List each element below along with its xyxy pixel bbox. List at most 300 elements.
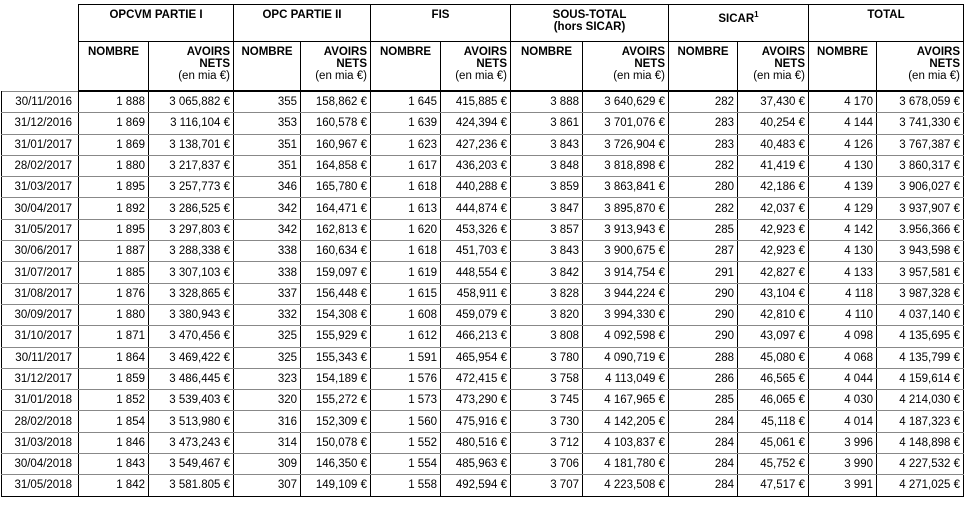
cell-total-nombre: 3 996	[809, 432, 877, 453]
cell-sicar-avoirs: 40,483 €	[738, 134, 809, 155]
cell-total-nombre: 4 126	[809, 134, 877, 155]
cell-sicar-avoirs: 45,752 €	[738, 454, 809, 475]
table-row	[2, 241, 964, 262]
cell-sicar-nombre: 284	[669, 411, 738, 432]
group-header-opcvm	[79, 5, 234, 42]
cell-date: 31/10/2017	[2, 326, 79, 347]
cell-fis-avoirs: 475,916 €	[441, 411, 511, 432]
cell-opcvm-nombre: 1 895	[79, 219, 149, 240]
cell-fis-nombre: 1 639	[371, 113, 441, 134]
cell-opc-avoirs: 160,578 €	[301, 113, 371, 134]
cell-subtotal-avoirs: 4 113,049 €	[583, 368, 669, 389]
cell-sicar-nombre: 283	[669, 113, 738, 134]
subheader-nombre: NOMBRE	[371, 42, 441, 92]
cell-opc-nombre: 332	[234, 304, 301, 325]
cell-total-nombre: 4 144	[809, 113, 877, 134]
cell-opc-nombre: 353	[234, 113, 301, 134]
table-row	[2, 454, 964, 475]
cell-total-nombre: 4 133	[809, 262, 877, 283]
cell-total-avoirs: 4 135,695 €	[877, 326, 964, 347]
cell-total-nombre: 4 139	[809, 177, 877, 198]
cell-total-nombre: 4 130	[809, 155, 877, 176]
cell-opcvm-nombre: 1 852	[79, 390, 149, 411]
cell-opc-nombre: 309	[234, 454, 301, 475]
cell-total-nombre: 3 991	[809, 475, 877, 496]
subheader-nombre: NOMBRE	[669, 42, 738, 92]
cell-opcvm-avoirs: 3 116,104 €	[149, 113, 234, 134]
cell-fis-nombre: 1 608	[371, 304, 441, 325]
cell-opc-avoirs: 160,967 €	[301, 134, 371, 155]
cell-opc-avoirs: 150,078 €	[301, 432, 371, 453]
cell-fis-nombre: 1 623	[371, 134, 441, 155]
table-row	[2, 432, 964, 453]
cell-opcvm-nombre: 1 869	[79, 113, 149, 134]
cell-subtotal-nombre: 3 843	[511, 241, 583, 262]
cell-subtotal-nombre: 3 861	[511, 113, 583, 134]
cell-total-avoirs: 3 957,581 €	[877, 262, 964, 283]
cell-fis-avoirs: 459,079 €	[441, 304, 511, 325]
cell-sicar-nombre: 283	[669, 134, 738, 155]
cell-sicar-nombre: 285	[669, 390, 738, 411]
cell-opc-nombre: 351	[234, 134, 301, 155]
group-header-total	[809, 5, 964, 42]
cell-opc-nombre: 342	[234, 219, 301, 240]
group-header-row	[2, 5, 964, 42]
cell-total-avoirs: 4 227,532 €	[877, 454, 964, 475]
fund-statistics-table	[1, 4, 964, 497]
cell-sicar-nombre: 287	[669, 241, 738, 262]
subheader-line: (en mia €)	[315, 70, 367, 82]
cell-opcvm-avoirs: 3 328,865 €	[149, 283, 234, 304]
cell-subtotal-nombre: 3 712	[511, 432, 583, 453]
subheader-line: NETS	[634, 58, 665, 70]
cell-fis-avoirs: 424,394 €	[441, 113, 511, 134]
cell-fis-avoirs: 451,703 €	[441, 241, 511, 262]
cell-opc-avoirs: 165,780 €	[301, 177, 371, 198]
cell-sicar-avoirs: 42,810 €	[738, 304, 809, 325]
cell-opcvm-avoirs: 3 297,803 €	[149, 219, 234, 240]
cell-sicar-avoirs: 45,118 €	[738, 411, 809, 432]
cell-opcvm-nombre: 1 895	[79, 177, 149, 198]
subheader-line: (en mia €)	[753, 70, 805, 82]
cell-opc-nombre: 351	[234, 155, 301, 176]
cell-date: 31/05/2018	[2, 475, 79, 496]
cell-sicar-avoirs: 42,186 €	[738, 177, 809, 198]
group-header-opc	[234, 5, 371, 42]
cell-sicar-avoirs: 41,419 €	[738, 155, 809, 176]
cell-fis-avoirs: 465,954 €	[441, 347, 511, 368]
cell-date: 28/02/2017	[2, 155, 79, 176]
cell-fis-nombre: 1 560	[371, 411, 441, 432]
cell-subtotal-avoirs: 3 914,754 €	[583, 262, 669, 283]
cell-opcvm-nombre: 1 880	[79, 304, 149, 325]
cell-fis-nombre: 1 619	[371, 262, 441, 283]
table-row	[2, 475, 964, 496]
cell-fis-avoirs: 427,236 €	[441, 134, 511, 155]
cell-sicar-nombre: 285	[669, 219, 738, 240]
cell-fis-avoirs: 458,911 €	[441, 283, 511, 304]
cell-date: 31/08/2017	[2, 283, 79, 304]
group-sublabel: (hors SICAR)	[553, 21, 626, 33]
cell-subtotal-avoirs: 4 142,205 €	[583, 411, 669, 432]
table-row	[2, 155, 964, 176]
cell-sicar-nombre: 290	[669, 326, 738, 347]
cell-subtotal-avoirs: 4 181,780 €	[583, 454, 669, 475]
cell-subtotal-avoirs: 3 726,904 €	[583, 134, 669, 155]
cell-sicar-avoirs: 37,430 €	[738, 91, 809, 113]
cell-date: 30/11/2017	[2, 347, 79, 368]
cell-opcvm-nombre: 1 864	[79, 347, 149, 368]
subheader-nombre: NOMBRE	[809, 42, 877, 92]
table-row	[2, 347, 964, 368]
cell-opcvm-nombre: 1 880	[79, 155, 149, 176]
cell-opc-avoirs: 164,471 €	[301, 198, 371, 219]
cell-total-nombre: 4 098	[809, 326, 877, 347]
cell-opcvm-avoirs: 3 286,525 €	[149, 198, 234, 219]
subheader-line: AVOIRS	[761, 46, 805, 58]
cell-total-nombre: 4 170	[809, 91, 877, 113]
table-row	[2, 411, 964, 432]
cell-sicar-nombre: 290	[669, 304, 738, 325]
cell-date: 30/04/2018	[2, 454, 79, 475]
cell-fis-nombre: 1 645	[371, 91, 441, 113]
cell-total-nombre: 3 990	[809, 454, 877, 475]
subheader-line: AVOIRS	[916, 46, 960, 58]
cell-opcvm-avoirs: 3 549,467 €	[149, 454, 234, 475]
cell-fis-avoirs: 453,326 €	[441, 219, 511, 240]
cell-sicar-nombre: 291	[669, 262, 738, 283]
cell-opcvm-avoirs: 3 581.805 €	[149, 475, 234, 496]
cell-opc-avoirs: 158,862 €	[301, 91, 371, 113]
cell-opc-avoirs: 152,309 €	[301, 411, 371, 432]
cell-opcvm-nombre: 1 854	[79, 411, 149, 432]
cell-opc-nombre: 325	[234, 326, 301, 347]
cell-subtotal-nombre: 3 820	[511, 304, 583, 325]
cell-fis-nombre: 1 613	[371, 198, 441, 219]
cell-opc-nombre: 342	[234, 198, 301, 219]
table-row	[2, 134, 964, 155]
cell-opcvm-nombre: 1 846	[79, 432, 149, 453]
cell-subtotal-avoirs: 3 994,330 €	[583, 304, 669, 325]
cell-total-avoirs: 4 159,614 €	[877, 368, 964, 389]
cell-subtotal-nombre: 3 888	[511, 91, 583, 113]
subheader-line: (en mia €)	[908, 70, 960, 82]
cell-opcvm-nombre: 1 842	[79, 475, 149, 496]
cell-total-avoirs: 3 767,387 €	[877, 134, 964, 155]
cell-sicar-avoirs: 42,923 €	[738, 219, 809, 240]
cell-subtotal-nombre: 3 707	[511, 475, 583, 496]
cell-fis-nombre: 1 591	[371, 347, 441, 368]
cell-subtotal-avoirs: 3 913,943 €	[583, 219, 669, 240]
cell-opc-nombre: 307	[234, 475, 301, 496]
subheader-line: NETS	[336, 58, 367, 70]
cell-fis-nombre: 1 617	[371, 155, 441, 176]
cell-subtotal-avoirs: 3 701,076 €	[583, 113, 669, 134]
cell-subtotal-avoirs: 4 103,837 €	[583, 432, 669, 453]
cell-total-avoirs: 4 037,140 €	[877, 304, 964, 325]
cell-date: 31/12/2016	[2, 113, 79, 134]
cell-subtotal-avoirs: 3 863,841 €	[583, 177, 669, 198]
subheader-line: AVOIRS	[621, 46, 665, 58]
cell-total-avoirs: 3 906,027 €	[877, 177, 964, 198]
cell-opcvm-nombre: 1 892	[79, 198, 149, 219]
subheader-avoirs-nets	[441, 42, 511, 92]
cell-opc-avoirs: 146,350 €	[301, 454, 371, 475]
cell-date: 30/11/2016	[2, 91, 79, 113]
cell-date: 31/12/2017	[2, 368, 79, 389]
cell-opc-nombre: 337	[234, 283, 301, 304]
cell-fis-avoirs: 448,554 €	[441, 262, 511, 283]
cell-subtotal-nombre: 3 843	[511, 134, 583, 155]
cell-opc-nombre: 325	[234, 347, 301, 368]
subheader-nombre: NOMBRE	[234, 42, 301, 92]
cell-subtotal-nombre: 3 857	[511, 219, 583, 240]
subheader-line: (en mia €)	[178, 70, 230, 82]
subheader-line: (en mia €)	[613, 70, 665, 82]
subheader-line: NETS	[476, 58, 507, 70]
cell-opc-nombre: 323	[234, 368, 301, 389]
sub-header-row	[2, 42, 964, 92]
cell-fis-avoirs: 436,203 €	[441, 155, 511, 176]
cell-opcvm-nombre: 1 888	[79, 91, 149, 113]
table-row	[2, 113, 964, 134]
cell-total-avoirs: 3 860,317 €	[877, 155, 964, 176]
cell-sicar-nombre: 282	[669, 91, 738, 113]
cell-subtotal-nombre: 3 859	[511, 177, 583, 198]
subheader-avoirs-nets	[583, 42, 669, 92]
cell-fis-avoirs: 472,415 €	[441, 368, 511, 389]
table-row	[2, 91, 964, 113]
cell-sicar-nombre: 284	[669, 475, 738, 496]
cell-subtotal-nombre: 3 780	[511, 347, 583, 368]
cell-opcvm-avoirs: 3 065,882 €	[149, 91, 234, 113]
subheader-line: NETS	[774, 58, 805, 70]
cell-opc-avoirs: 149,109 €	[301, 475, 371, 496]
cell-subtotal-avoirs: 3 900,675 €	[583, 241, 669, 262]
cell-date: 31/05/2017	[2, 219, 79, 240]
cell-total-nombre: 4 014	[809, 411, 877, 432]
group-header-subtotal	[511, 5, 669, 42]
group-label: SOUS-TOTAL	[552, 9, 627, 21]
table-body	[2, 91, 964, 496]
cell-opc-avoirs: 155,343 €	[301, 347, 371, 368]
cell-total-avoirs: 3 987,328 €	[877, 283, 964, 304]
table-row	[2, 304, 964, 325]
subheader-line: (en mia €)	[455, 70, 507, 82]
cell-subtotal-nombre: 3 848	[511, 155, 583, 176]
cell-subtotal-avoirs: 4 167,965 €	[583, 390, 669, 411]
cell-opc-avoirs: 156,448 €	[301, 283, 371, 304]
group-label: OPCVM PARTIE I	[109, 9, 203, 21]
subheader-avoirs-nets	[738, 42, 809, 92]
cell-opc-nombre: 320	[234, 390, 301, 411]
cell-opc-nombre: 355	[234, 91, 301, 113]
cell-opcvm-nombre: 1 869	[79, 134, 149, 155]
cell-fis-nombre: 1 558	[371, 475, 441, 496]
cell-subtotal-nombre: 3 758	[511, 368, 583, 389]
cell-sicar-avoirs: 43,104 €	[738, 283, 809, 304]
cell-date: 31/01/2018	[2, 390, 79, 411]
cell-sicar-avoirs: 42,037 €	[738, 198, 809, 219]
cell-fis-nombre: 1 573	[371, 390, 441, 411]
group-label: FIS	[431, 9, 450, 21]
table-row	[2, 219, 964, 240]
cell-opc-nombre: 316	[234, 411, 301, 432]
cell-fis-nombre: 1 612	[371, 326, 441, 347]
cell-total-nombre: 4 110	[809, 304, 877, 325]
cell-opcvm-nombre: 1 871	[79, 326, 149, 347]
cell-subtotal-nombre: 3 828	[511, 283, 583, 304]
cell-total-avoirs: 3 943,598 €	[877, 241, 964, 262]
cell-date: 30/09/2017	[2, 304, 79, 325]
cell-sicar-avoirs: 42,923 €	[738, 241, 809, 262]
cell-sicar-nombre: 284	[669, 454, 738, 475]
cell-sicar-avoirs: 47,517 €	[738, 475, 809, 496]
cell-opc-nombre: 314	[234, 432, 301, 453]
cell-fis-avoirs: 440,288 €	[441, 177, 511, 198]
cell-opc-avoirs: 162,813 €	[301, 219, 371, 240]
cell-fis-nombre: 1 554	[371, 454, 441, 475]
cell-sicar-nombre: 282	[669, 155, 738, 176]
cell-opc-avoirs: 164,858 €	[301, 155, 371, 176]
cell-sicar-nombre: 288	[669, 347, 738, 368]
date-header-blank	[2, 5, 79, 92]
cell-opcvm-nombre: 1 843	[79, 454, 149, 475]
cell-total-avoirs: 3.956,366 €	[877, 219, 964, 240]
table-row	[2, 177, 964, 198]
cell-sicar-avoirs: 46,565 €	[738, 368, 809, 389]
cell-opc-nombre: 346	[234, 177, 301, 198]
cell-opcvm-avoirs: 3 470,456 €	[149, 326, 234, 347]
subheader-avoirs-nets	[301, 42, 371, 92]
cell-fis-nombre: 1 552	[371, 432, 441, 453]
subheader-line: AVOIRS	[323, 46, 367, 58]
cell-total-nombre: 4 068	[809, 347, 877, 368]
subheader-avoirs-nets	[877, 42, 964, 92]
table-row	[2, 198, 964, 219]
cell-opcvm-avoirs: 3 473,243 €	[149, 432, 234, 453]
cell-total-nombre: 4 044	[809, 368, 877, 389]
table-row	[2, 283, 964, 304]
subheader-line: AVOIRS	[463, 46, 507, 58]
cell-subtotal-nombre: 3 745	[511, 390, 583, 411]
cell-sicar-nombre: 290	[669, 283, 738, 304]
subheader-nombre: NOMBRE	[79, 42, 149, 92]
cell-total-nombre: 4 129	[809, 198, 877, 219]
cell-subtotal-nombre: 3 842	[511, 262, 583, 283]
cell-subtotal-avoirs: 3 818,898 €	[583, 155, 669, 176]
cell-fis-nombre: 1 618	[371, 177, 441, 198]
subheader-line: AVOIRS	[186, 46, 230, 58]
cell-opcvm-avoirs: 3 513,980 €	[149, 411, 234, 432]
table-row	[2, 262, 964, 283]
cell-fis-nombre: 1 618	[371, 241, 441, 262]
cell-subtotal-nombre: 3 730	[511, 411, 583, 432]
table-row	[2, 390, 964, 411]
group-header-fis	[371, 5, 511, 42]
cell-fis-nombre: 1 576	[371, 368, 441, 389]
subheader-line: NETS	[929, 58, 960, 70]
subheader-avoirs-nets	[149, 42, 234, 92]
cell-total-avoirs: 3 678,059 €	[877, 91, 964, 113]
cell-total-avoirs: 4 214,030 €	[877, 390, 964, 411]
cell-total-nombre: 4 142	[809, 219, 877, 240]
cell-total-nombre: 4 118	[809, 283, 877, 304]
cell-subtotal-nombre: 3 808	[511, 326, 583, 347]
cell-fis-avoirs: 492,594 €	[441, 475, 511, 496]
cell-subtotal-avoirs: 3 944,224 €	[583, 283, 669, 304]
cell-opc-avoirs: 160,634 €	[301, 241, 371, 262]
cell-opc-avoirs: 159,097 €	[301, 262, 371, 283]
cell-sicar-avoirs: 45,061 €	[738, 432, 809, 453]
cell-total-avoirs: 3 741,330 €	[877, 113, 964, 134]
cell-sicar-avoirs: 43,097 €	[738, 326, 809, 347]
cell-opc-avoirs: 155,929 €	[301, 326, 371, 347]
footnote-marker: 1	[754, 10, 759, 19]
cell-sicar-nombre: 280	[669, 177, 738, 198]
cell-date: 31/01/2017	[2, 134, 79, 155]
cell-opcvm-avoirs: 3 307,103 €	[149, 262, 234, 283]
cell-date: 31/03/2018	[2, 432, 79, 453]
cell-fis-avoirs: 473,290 €	[441, 390, 511, 411]
cell-sicar-nombre: 286	[669, 368, 738, 389]
cell-sicar-avoirs: 42,827 €	[738, 262, 809, 283]
cell-fis-avoirs: 485,963 €	[441, 454, 511, 475]
cell-opcvm-avoirs: 3 469,422 €	[149, 347, 234, 368]
cell-opcvm-avoirs: 3 288,338 €	[149, 241, 234, 262]
cell-fis-avoirs: 466,213 €	[441, 326, 511, 347]
cell-sicar-avoirs: 46,065 €	[738, 390, 809, 411]
cell-opcvm-avoirs: 3 257,773 €	[149, 177, 234, 198]
cell-total-nombre: 4 130	[809, 241, 877, 262]
cell-fis-nombre: 1 615	[371, 283, 441, 304]
cell-subtotal-avoirs: 3 895,870 €	[583, 198, 669, 219]
cell-subtotal-nombre: 3 847	[511, 198, 583, 219]
cell-fis-avoirs: 415,885 €	[441, 91, 511, 113]
cell-opcvm-nombre: 1 885	[79, 262, 149, 283]
cell-opcvm-avoirs: 3 539,403 €	[149, 390, 234, 411]
cell-opcvm-avoirs: 3 217,837 €	[149, 155, 234, 176]
cell-opcvm-avoirs: 3 380,943 €	[149, 304, 234, 325]
cell-sicar-avoirs: 40,254 €	[738, 113, 809, 134]
cell-fis-avoirs: 444,874 €	[441, 198, 511, 219]
cell-sicar-nombre: 282	[669, 198, 738, 219]
cell-opc-avoirs: 155,272 €	[301, 390, 371, 411]
table-row	[2, 368, 964, 389]
cell-opcvm-nombre: 1 859	[79, 368, 149, 389]
cell-opcvm-nombre: 1 887	[79, 241, 149, 262]
cell-date: 28/02/2018	[2, 411, 79, 432]
table-row	[2, 326, 964, 347]
cell-total-avoirs: 4 187,323 €	[877, 411, 964, 432]
cell-date: 31/07/2017	[2, 262, 79, 283]
cell-opcvm-avoirs: 3 138,701 €	[149, 134, 234, 155]
cell-opc-avoirs: 154,189 €	[301, 368, 371, 389]
cell-total-avoirs: 3 937,907 €	[877, 198, 964, 219]
cell-total-nombre: 4 030	[809, 390, 877, 411]
cell-date: 30/04/2017	[2, 198, 79, 219]
cell-subtotal-nombre: 3 706	[511, 454, 583, 475]
cell-opc-nombre: 338	[234, 241, 301, 262]
cell-opc-avoirs: 154,308 €	[301, 304, 371, 325]
cell-fis-nombre: 1 620	[371, 219, 441, 240]
cell-total-avoirs: 4 271,025 €	[877, 475, 964, 496]
group-header-sicar	[669, 5, 809, 42]
cell-fis-avoirs: 480,516 €	[441, 432, 511, 453]
cell-subtotal-avoirs: 4 092,598 €	[583, 326, 669, 347]
cell-opc-nombre: 338	[234, 262, 301, 283]
group-label: OPC PARTIE II	[262, 9, 342, 21]
